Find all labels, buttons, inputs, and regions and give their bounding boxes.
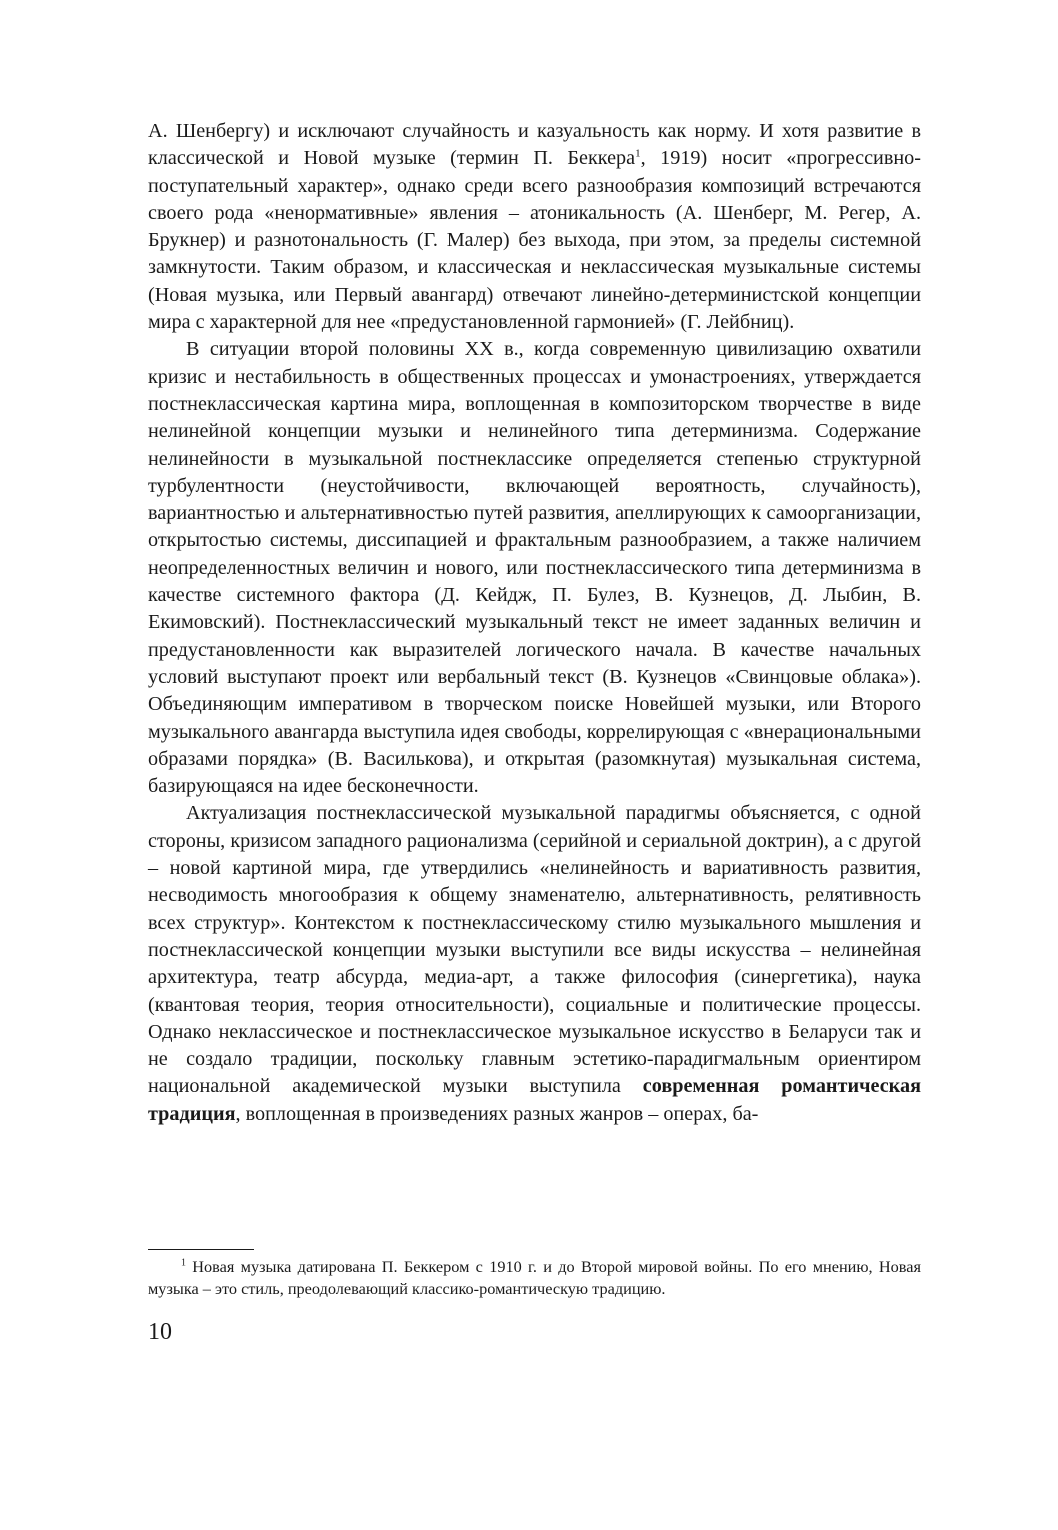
text-run: А. Шенбергу) и исключают случайность и казуальность как норму. И хотя развитие в классической и Новой музыке (термин П. Беккера (148, 120, 921, 170)
paragraph (148, 118, 921, 336)
footnote (148, 1256, 921, 1300)
footnote-marker: 1 (181, 1257, 186, 1269)
paragraph (148, 336, 921, 800)
text-run: , 1919) носит «прогрессивно-поступательный характер», однако среди всего разнообразия композиций встречаются своего рода «ненормативные» явления – атоникальность (А. Шенберг, М. Регер, А. Брукнер) и разнотональность (Г. Малер) без выхода, при этом, за пределы системной замкнутости. Таким образом, и классическая и неклассическая музыкальные системы (Новая музыка, или Первый авангард) отвечают линейно-детерминистской концепции мира с характерной для нее «предустановленной гармонией» (Г. Лейбниц). (148, 147, 921, 334)
text-run: В ситуации второй половины XX в., когда современную цивилизацию охватили кризис и нестабильность в общественных процессах и умонастроениях, утверждается постнеклассическая картина мира, воплощенная в композиторском творчестве в виде нелинейной концепции музыки и нелинейного типа детерминизма. Содержание нелинейности в музыкальной постнеклассике определяется степенью структурной турбулентности (неустойчивости, включающей вероятность, случайность), вариантностью и альтернативностью путей развития, апеллирующих к самоорганизации, открытостью системы, диссипацией и фрактальным разнообразием, а также наличием неопределенностных величин и нового, или постнеклассического типа детерминизма в качестве системного фактора (Д. Кейдж, П. Булез, В. Кузнецов, Д. Лыбин, В. Екимовский). Постнеклассический музыкальный текст не имеет заданных величин и предустановленности как выразителей логического начала. В качестве начальных условий выступают проект или вербальный текст (В. Кузнецов «Свинцовые облака»). Объединяющим императивом в творческом поиске Новейшей музыки, или Второго музыкального авангарда выступила идея свободы, коррелирующая с «внерациональными образами порядка» (В. Василькова), и открытая (разомкнутая) музыкальная система, базирующаяся на идее бесконечности. (148, 338, 921, 798)
footnote-text: Новая музыка датирована П. Беккером с 1910 г. и до Второй мировой войны. По его мнению, Новая музыка – это стиль, преодолевающий классико-романтическую традицию. (148, 1257, 921, 1298)
footnote-divider (148, 1249, 254, 1250)
text-run: , воплощенная в произведениях разных жанров – операх, ба- (235, 1102, 759, 1125)
main-text (148, 118, 921, 1128)
page-number: 10 (148, 1319, 172, 1345)
emphasis-text: современная романтическая традиция (148, 1075, 921, 1125)
paragraph (148, 800, 921, 1128)
footnote-ref: 1 (635, 147, 641, 160)
text-run: Актуализация постнеклассической музыкальной парадигмы объясняется, с одной стороны, кризисом западного рационализма (серийной и сериальной доктрин), а с другой – новой картиной мира, где утвердились «нелинейность и вариативность развития, несводимость многообразия к общему знаменателю, альтернативность, релятивность всех структур». Контекстом к постнеклассическому стилю музыкального мышления и постнеклассической концепции музыки выступили все виды искусства – нелинейная архитектура, театр абсурда, медиа-арт, а также философия (синергетика), наука (квантовая теория, теория относительности), социальные и политические процессы. Однако неклассическое и постнеклассическое музыкальное искусство в Беларуси так и не создало традиции, поскольку главным эстетико-парадигмальным ориентиром национальной академической музыки выступила (148, 802, 921, 1098)
